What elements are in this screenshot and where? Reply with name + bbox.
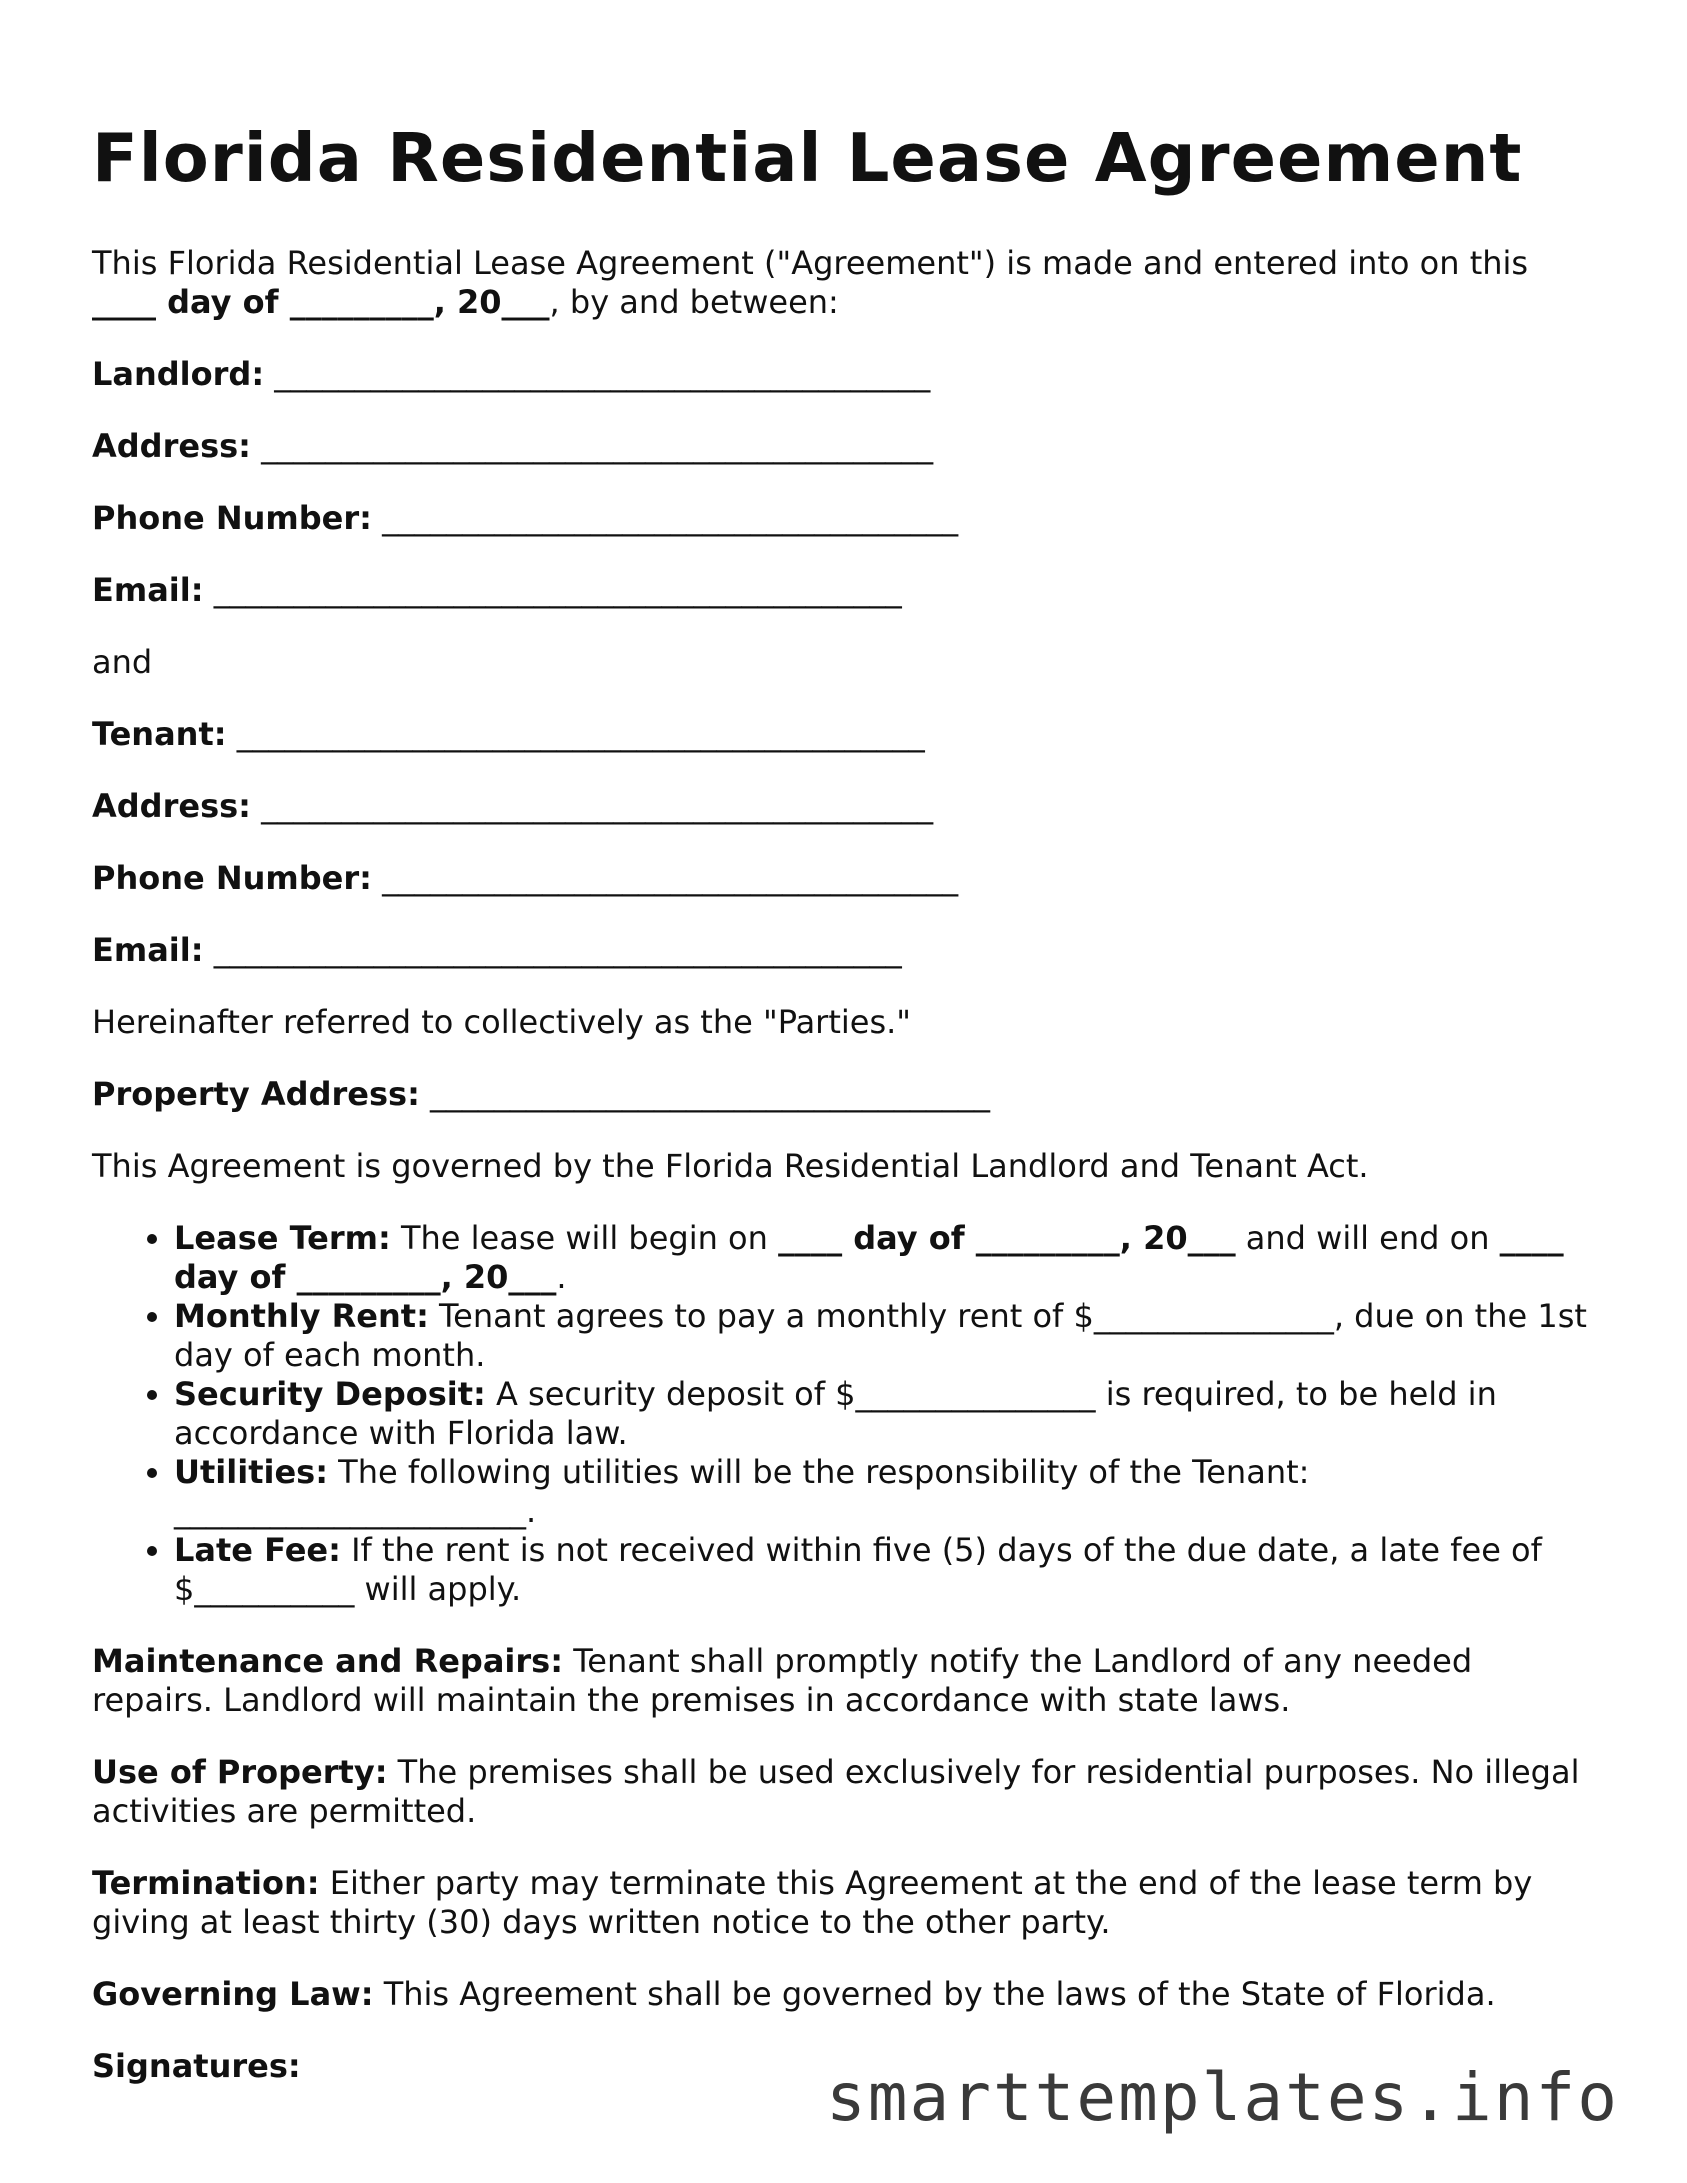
clause-label: Termination: (92, 1864, 320, 1902)
landlord-address-blank[interactable]: __________________________________________ (261, 427, 934, 465)
tenant-name-field (92, 715, 1602, 754)
landlord-address-field (92, 427, 1602, 466)
list-item (174, 1297, 1602, 1375)
clause-text: This Agreement shall be governed by the laws of the State of Florida. (373, 1975, 1496, 2013)
landlord-address-label: Address: (92, 427, 251, 465)
clause-text: The premises shall be used exclusively for residential purposes. No illegal activities are permitted. (92, 1753, 1580, 1830)
governing-law-clause (92, 1975, 1602, 2014)
tenant-name-label: Tenant: (92, 715, 227, 753)
term-text: The following utilities will be the responsibility of the Tenant: ______________________. (174, 1453, 1310, 1530)
clause-label: Use of Property: (92, 1753, 388, 1791)
landlord-name-field (92, 355, 1602, 394)
signatures-label: Signatures: (92, 2047, 301, 2085)
tenant-name-blank[interactable]: ___________________________________________ (236, 715, 925, 753)
term-text: A security deposit of $_______________ is required, to be held in accordance with Florida law. (174, 1375, 1497, 1452)
landlord-phone-blank[interactable]: ____________________________________ (382, 499, 959, 537)
term-label: Lease Term: (174, 1219, 391, 1257)
term-text: and will end on (1235, 1219, 1500, 1257)
terms-list (92, 1219, 1602, 1609)
term-label: Security Deposit: (174, 1375, 486, 1413)
intro-date-blank: ____ day of _________, 20___ (92, 283, 550, 321)
maintenance-clause (92, 1642, 1602, 1720)
property-address-field (92, 1075, 1602, 1114)
landlord-email-label: Email: (92, 571, 204, 609)
tenant-address-field (92, 787, 1602, 826)
list-item (174, 1531, 1602, 1609)
intro-text-after: , by and between: (549, 283, 839, 321)
list-item (174, 1375, 1602, 1453)
parties-text: Hereinafter referred to collectively as the "Parties." (92, 1003, 912, 1041)
tenant-address-blank[interactable]: __________________________________________ (261, 787, 934, 825)
list-item (174, 1453, 1602, 1531)
intro-paragraph (92, 244, 1602, 322)
term-text: Tenant agrees to pay a monthly rent of $_______________, due on the 1st day of each month. (174, 1297, 1587, 1374)
clause-text: Either party may terminate this Agreement at the end of the lease term by giving at least thirty (30) days written notice to the other party. (92, 1864, 1533, 1941)
landlord-email-field (92, 571, 1602, 610)
intro-text-before: This Florida Residential Lease Agreement ("Agreement") is made and entered into on this (92, 244, 1529, 282)
landlord-phone-label: Phone Number: (92, 499, 372, 537)
document-page (92, 118, 1602, 2119)
clause-text: Tenant shall promptly notify the Landlord of any needed repairs. Landlord will maintain the premises in accordance with state laws. (92, 1642, 1473, 1719)
term-text: The lease will begin on (390, 1219, 779, 1257)
tenant-email-label: Email: (92, 931, 204, 969)
list-item (174, 1219, 1602, 1297)
property-address-blank[interactable]: ___________________________________ (430, 1075, 991, 1113)
tenant-address-label: Address: (92, 787, 251, 825)
property-address-label: Property Address: (92, 1075, 420, 1113)
landlord-name-blank[interactable]: _________________________________________ (274, 355, 931, 393)
tenant-email-field (92, 931, 1602, 970)
watermark: smarttemplates.info (826, 2059, 1619, 2136)
tenant-phone-field (92, 859, 1602, 898)
term-label: Utilities: (174, 1453, 328, 1491)
tenant-phone-label: Phone Number: (92, 859, 372, 897)
term-text: If the rent is not received within five (5) days of the due date, a late fee of $__________ will apply. (174, 1531, 1542, 1608)
termination-clause (92, 1864, 1602, 1942)
tenant-phone-blank[interactable]: ____________________________________ (382, 859, 959, 897)
clause-label: Maintenance and Repairs: (92, 1642, 564, 1680)
lease-start-blank[interactable]: ____ day of _________, 20___ (778, 1219, 1236, 1257)
governed-by-text: This Agreement is governed by the Florida Residential Landlord and Tenant Act. (92, 1147, 1369, 1185)
landlord-name-label: Landlord: (92, 355, 265, 393)
term-text: . (556, 1258, 567, 1296)
term-label: Monthly Rent: (174, 1297, 429, 1335)
lease-end-blank[interactable]: ____ day of _________, 20___ (174, 1219, 1564, 1296)
use-of-property-clause (92, 1753, 1602, 1831)
clause-label: Governing Law: (92, 1975, 374, 2013)
landlord-email-blank[interactable]: ___________________________________________ (213, 571, 902, 609)
tenant-email-blank[interactable]: ___________________________________________ (213, 931, 902, 969)
document-title: Florida Residential Lease Agreement (92, 119, 1523, 197)
and-text: and (92, 643, 153, 681)
landlord-phone-field (92, 499, 1602, 538)
term-label: Late Fee: (174, 1531, 341, 1569)
